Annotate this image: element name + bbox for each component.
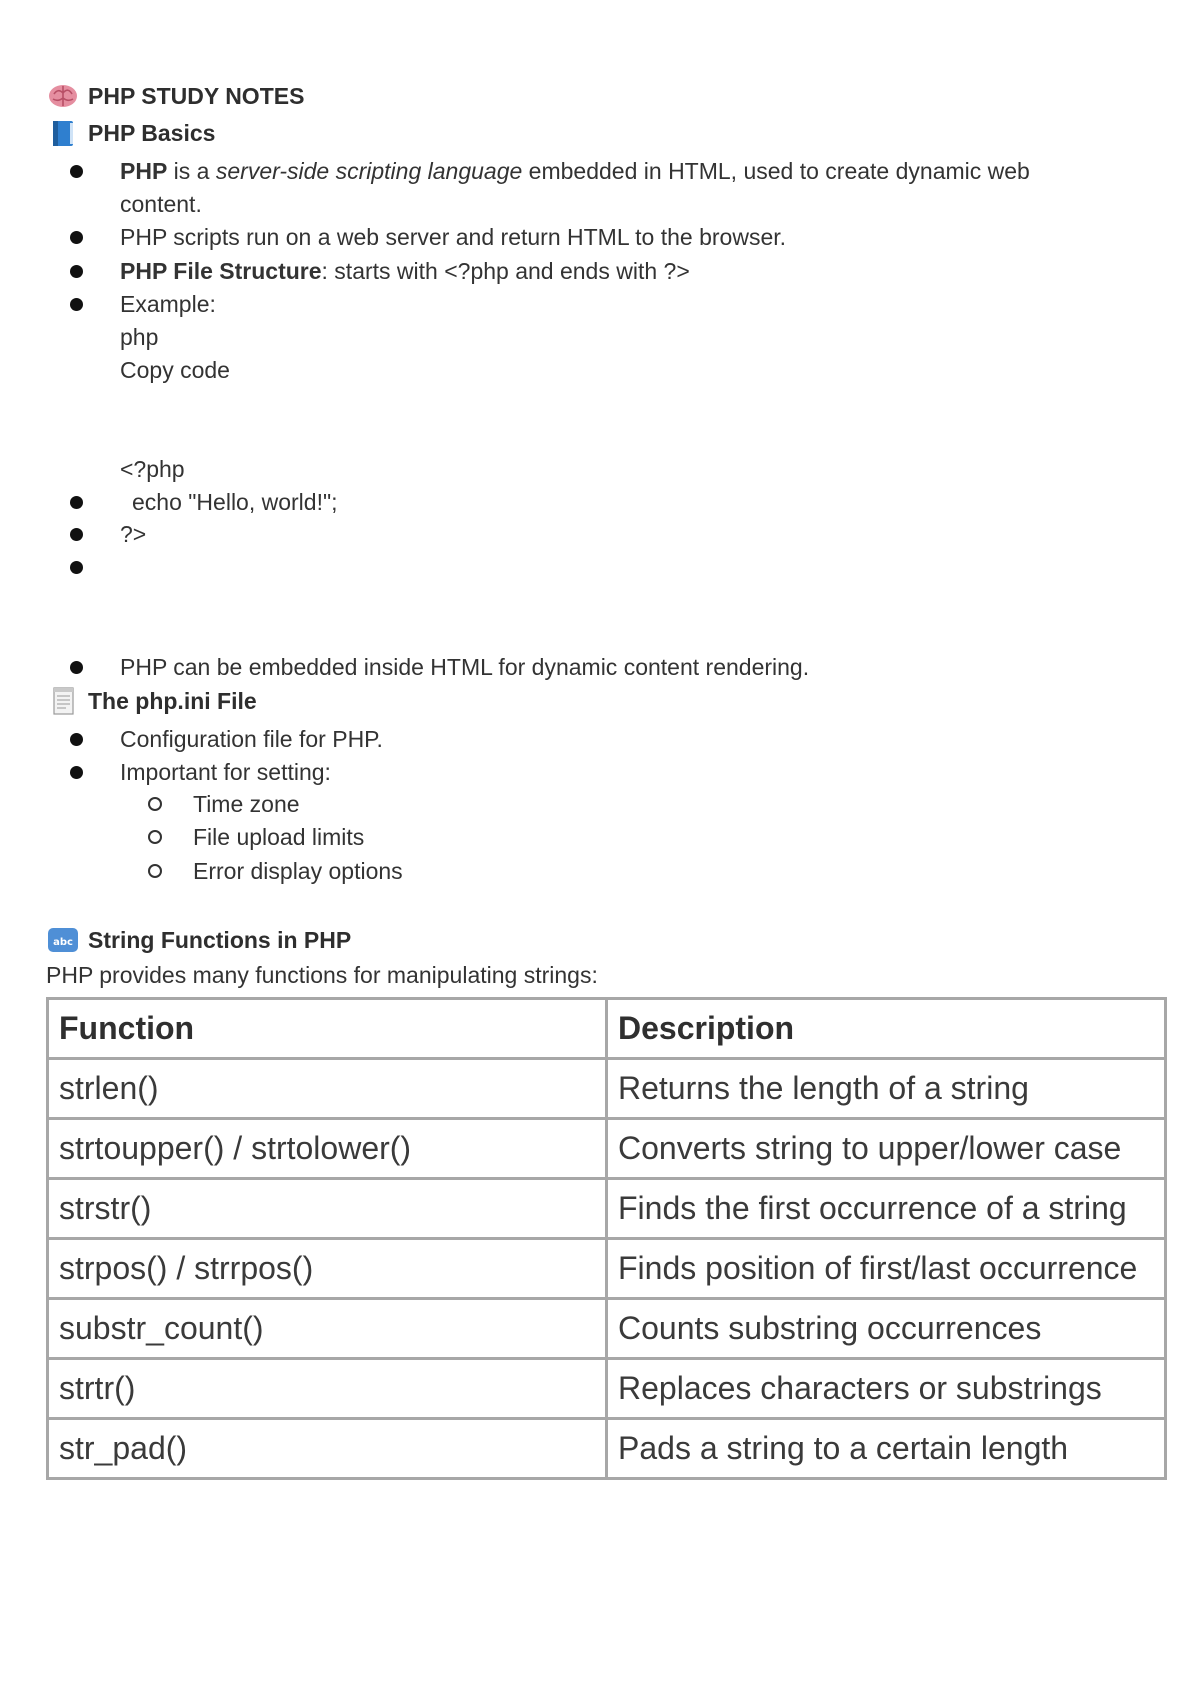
list-item: PHP scripts run on a web server and return HTML to the browser.	[120, 224, 787, 250]
brain-icon	[48, 82, 78, 110]
description-cell: Counts substring occurrences	[607, 1299, 1166, 1359]
function-cell: strpos() / strrpos()	[48, 1239, 607, 1299]
description-cell: Pads a string to a certain length	[607, 1419, 1166, 1479]
page-title	[48, 81, 304, 111]
bullet-dot	[70, 661, 83, 674]
code-line: ?>	[120, 521, 147, 547]
bullet-dot	[70, 528, 83, 541]
table-row	[48, 1119, 1166, 1179]
bullet-dot	[70, 231, 83, 244]
function-cell: strtoupper() / strtolower()	[48, 1119, 607, 1179]
bold-term: PHP File Structure	[120, 258, 322, 284]
table-header-row	[48, 999, 1166, 1059]
bullet-dot	[70, 561, 83, 574]
code-line: <?php	[120, 456, 185, 482]
function-cell: strtr()	[48, 1359, 607, 1419]
bullet-dot	[70, 298, 83, 311]
section-heading-text: The php.ini File	[88, 687, 257, 714]
italic-term: server-side scripting language	[215, 158, 523, 184]
text-span: : starts with <?php and ends with ?>	[321, 258, 690, 284]
blue-book-icon	[48, 119, 78, 147]
bullet-dot	[70, 766, 83, 779]
abc-icon	[48, 926, 78, 954]
list-item: Example:	[120, 291, 216, 317]
list-item	[120, 156, 1030, 186]
description-cell: Replaces characters or substrings	[607, 1359, 1166, 1419]
section-intro-text: PHP provides many functions for manipulating strings:	[46, 962, 598, 988]
table-row	[48, 1299, 1166, 1359]
list-item: Configuration file for PHP.	[120, 726, 383, 752]
sub-list-item: Time zone	[193, 791, 300, 817]
sub-bullet-circle	[148, 830, 162, 844]
column-header-description: Description	[607, 999, 1166, 1059]
list-item: PHP can be embedded inside HTML for dynamic content rendering.	[120, 654, 810, 680]
page-icon	[48, 687, 78, 715]
table-row	[48, 1059, 1166, 1119]
function-cell: strstr()	[48, 1179, 607, 1239]
function-cell: str_pad()	[48, 1419, 607, 1479]
description-cell: Returns the length of a string	[607, 1059, 1166, 1119]
description-cell: Finds position of first/last occurrence	[607, 1239, 1166, 1299]
sub-list-item: Error display options	[193, 858, 403, 884]
sub-bullet-circle	[148, 797, 162, 811]
list-item: Important for setting:	[120, 759, 331, 785]
section-heading-text: PHP Basics	[88, 119, 216, 146]
sub-bullet-circle	[148, 864, 162, 878]
list-item-continuation: content.	[120, 191, 202, 217]
bullet-dot	[70, 265, 83, 278]
column-header-function: Function	[48, 999, 607, 1059]
function-cell: substr_count()	[48, 1299, 607, 1359]
code-language-label: php	[120, 324, 159, 350]
sub-list-item: File upload limits	[193, 824, 365, 850]
list-item	[120, 256, 690, 286]
copy-code-label: Copy code	[120, 357, 230, 383]
bullet-dot	[70, 165, 83, 178]
text-span: embedded in HTML, used to create dynamic web	[522, 158, 1030, 184]
code-line: echo "Hello, world!";	[132, 489, 338, 515]
table-row	[48, 1419, 1166, 1479]
table-row	[48, 1179, 1166, 1239]
section-heading-string-functions	[48, 925, 351, 955]
table-row	[48, 1239, 1166, 1299]
svg-text:abc: abc	[53, 937, 73, 948]
page-title-text: PHP STUDY NOTES	[88, 82, 305, 109]
table-row	[48, 1359, 1166, 1419]
bullet-dot	[70, 496, 83, 509]
bullet-dot	[70, 733, 83, 746]
bold-term: PHP	[120, 158, 168, 184]
text-span: is a	[167, 158, 216, 184]
description-cell: Finds the first occurrence of a string	[607, 1179, 1166, 1239]
section-heading-php-ini	[48, 686, 257, 716]
section-heading-text: String Functions in PHP	[88, 926, 352, 953]
description-cell: Converts string to upper/lower case	[607, 1119, 1166, 1179]
section-heading-php-basics	[48, 118, 215, 148]
string-functions-table	[46, 997, 1167, 1480]
function-cell: strlen()	[48, 1059, 607, 1119]
